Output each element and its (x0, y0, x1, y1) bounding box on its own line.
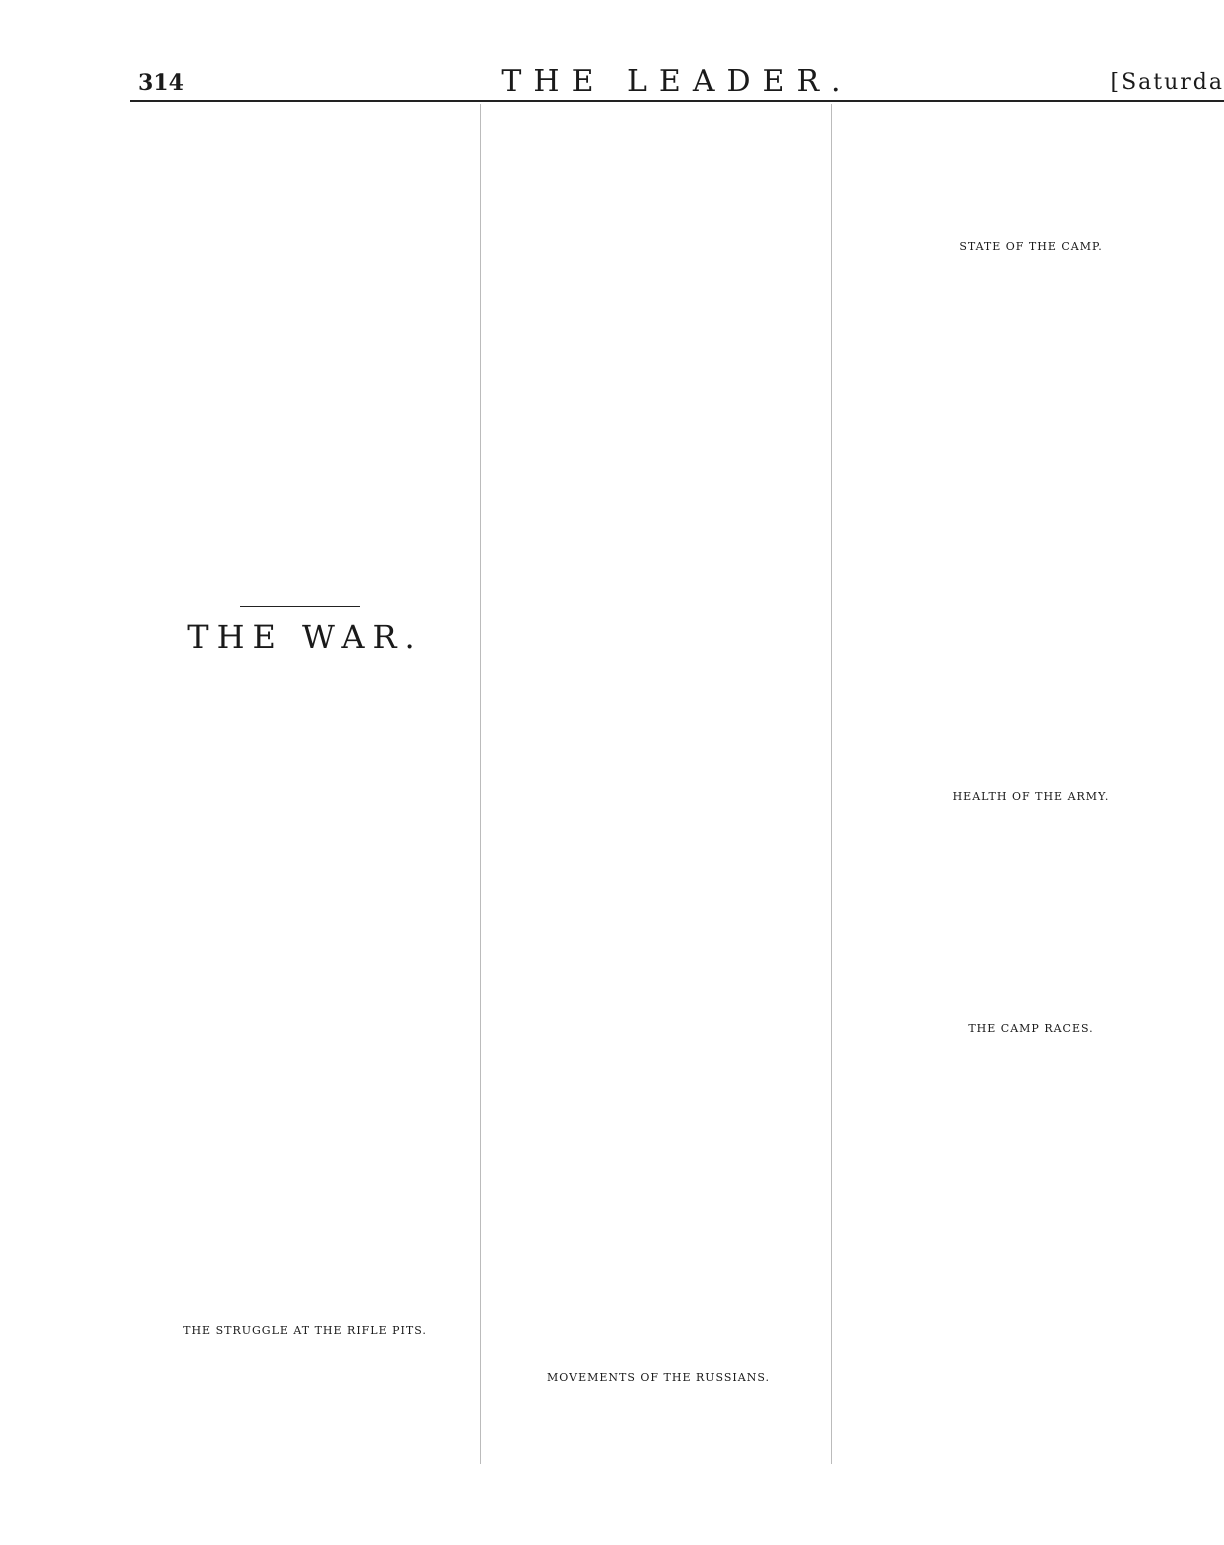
masthead (130, 58, 1224, 102)
section-head-camp-races: THE CAMP RACES. (968, 1022, 1094, 1035)
section-head-rifle-pits: THE STRUGGLE AT THE RIFLE PITS. (183, 1324, 427, 1337)
section-head-camp-state: STATE OF THE CAMP. (959, 240, 1103, 253)
war-heading: THE WAR. (187, 618, 423, 656)
section-head-army-health: HEALTH OF THE ARMY. (952, 790, 1110, 803)
issue-date: [Saturda (1110, 70, 1224, 95)
column-2 (486, 104, 832, 1464)
paper-title: THE LEADER. (501, 64, 853, 99)
column-1 (130, 104, 481, 1464)
column-3 (838, 104, 1224, 1464)
divider-rule (240, 606, 360, 607)
section-head-movements: MOVEMENTS OF THE RUSSIANS. (547, 1371, 770, 1384)
page-number: 314 (138, 70, 184, 96)
